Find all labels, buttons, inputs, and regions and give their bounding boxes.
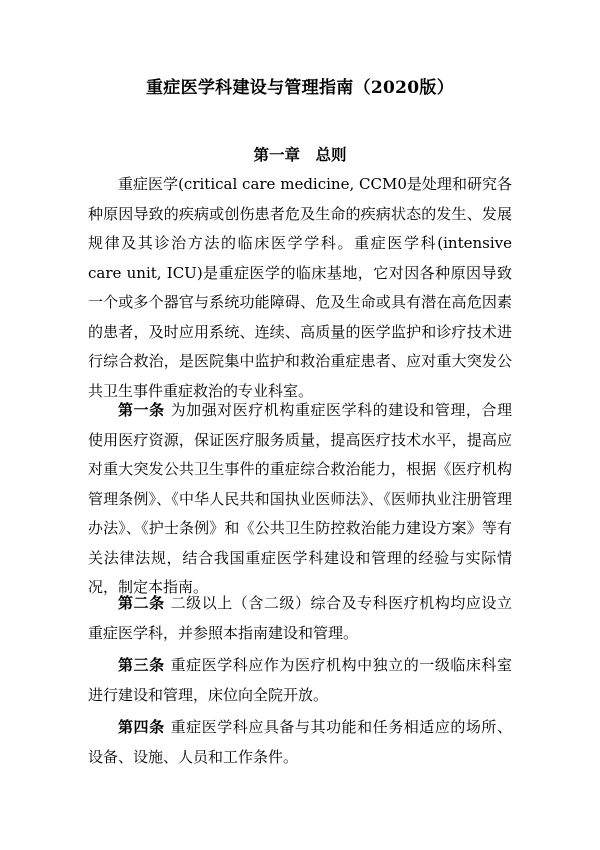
article-3-text: 重症医学科应作为医疗机构中独立的一级临床科室进行建设和管理，床位向全院开放。 bbox=[88, 656, 512, 704]
article-4-label: 第四条 bbox=[118, 718, 165, 736]
article-1-label: 第一条 bbox=[118, 401, 165, 419]
article-2 bbox=[88, 589, 512, 648]
article-2-text: 二级以上（含二级）综合及专科医疗机构均应设立重症医学科，并参照本指南建设和管理。 bbox=[88, 594, 512, 642]
document-title: 重症医学科建设与管理指南（2020版） bbox=[145, 78, 454, 98]
article-1-text: 为加强对医疗机构重症医学科的建设和管理，合理使用医疗资源，保证医疗服务质量，提高医疗技术水平，提高应对重大突发公共卫生事件的重症综合救治能力，根据《医疗机构管理条例》、《中华人民共和国执业医师法》、《医师执业注册管理办法》、《护士条例》和《公共卫生防控救治能力建设方案》等有关法律法规，结合我国重症医学科建设和管理的经验与实际情况，制定本指南。 bbox=[88, 401, 512, 596]
article-3-label: 第三条 bbox=[118, 656, 165, 674]
article-2-label: 第二条 bbox=[118, 594, 165, 612]
article-4 bbox=[88, 713, 512, 772]
article-4-text: 重症医学科应具备与其功能和任务相适应的场所、设备、设施、人员和工作条件。 bbox=[88, 718, 512, 766]
article-3 bbox=[88, 651, 512, 710]
intro-paragraph: 重症医学(critical care medicine, CCM0是处理和研究各种原因导致的疾病或创伤患者危及生命的疾病状态的发生、发展规律及其诊治方法的临床医学学科。重症医学科(intensive care unit, ICU)是重症医学的临床基地，它对因各种原因导致一个或多个器官与系统功能障碍、危及生命或具有潜在高危因素的患者，及时应用系统、连续、高质量的医学监护和诊疗技术进行综合救治，是医院集中监护和救治重症患者、应对重大突发公共卫生事件重症救治的专业科室。 bbox=[88, 175, 512, 400]
chapter-heading: 第一章 总则 bbox=[253, 145, 347, 164]
article-1 bbox=[88, 396, 512, 603]
